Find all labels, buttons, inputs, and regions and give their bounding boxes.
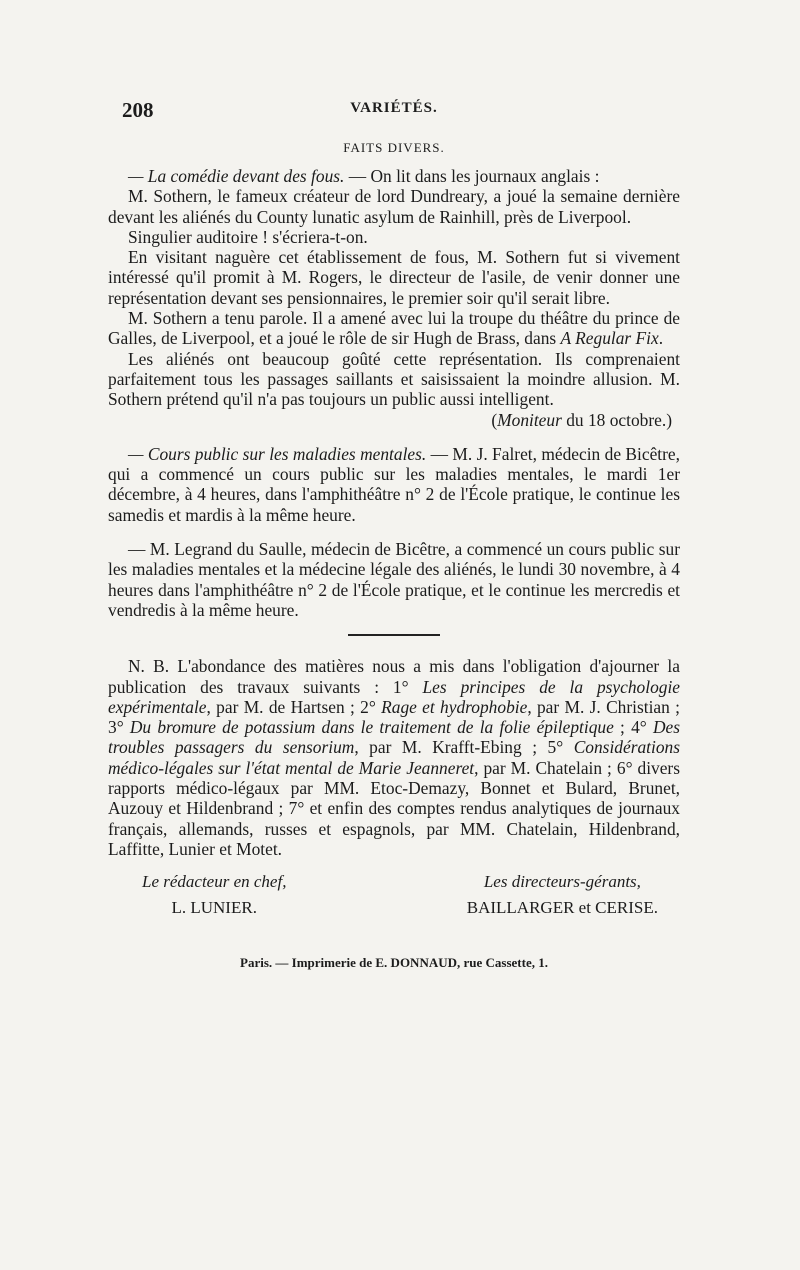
source-open: ( [491,409,498,430]
section-title: FAITS DIVERS. [343,140,445,155]
page-header [108,92,680,122]
nb-paragraph [108,656,680,859]
item1-paragraph-4 [108,308,680,349]
nb-title-3: Du bromure de potassium dans le traitement de la folie épileptique [129,717,614,738]
source-name: Moniteur [497,409,562,430]
item2-title: — Cours public sur les maladies mentales. [128,443,427,464]
page [108,92,680,971]
nb-title-4: Des troubles passagers du sensorium [108,717,680,758]
item1-paragraph-5: Les aliénés ont beaucoup goûté cette représentation. Ils comprenaient parfaitement tous les passages saillants et saisissaient la moindre allusion. M. Sothern prétend qu'il n'a pas toujours un public aussi intelligent. [108,348,680,410]
nb-text-e: , par M. Krafft-Ebing ; 5° [354,737,574,758]
directors-names: BAILLARGER et CERISE. [466,898,658,918]
nb-title-2: Rage et hydrophobie [381,696,528,717]
signature-left [142,869,286,921]
nb-text-b: , par M. de Hartsen ; 2° [206,696,382,717]
item1-p4-text: M. Sothern a tenu parole. Il a amené avec lui la troupe du théâtre du prince de Galles, de Liverpool, et a joué le rôle de sir Hugh de Brass, dans [108,308,680,349]
item1-intro [108,166,680,186]
editor-name: L. LUNIER. [171,898,257,918]
source-date: du 18 octobre.) [561,409,672,430]
item1-intro-text: — On lit dans les journaux anglais : [344,166,600,186]
signatures [108,869,680,921]
item2-text: — M. J. Falret, médecin de Bicêtre, qui a commencé un cours public sur les maladies mentales, le mardi 1er décembre, à 4 heures, dans l'amphithéâtre n° 2 de l'École pratique, le continue les samedis et mardis à la même heure. [108,443,680,525]
item2-paragraph [108,444,680,525]
play-title: A Regular Fix [560,328,659,349]
running-title: VARIÉTÉS. [350,100,438,116]
editor-role: Le rédacteur en chef, [142,872,287,892]
item1-source [108,410,680,430]
printer-footer: Paris. — Imprimerie de E. DONNAUD, rue Cassette, 1. [240,955,548,971]
item1-paragraph-2: Singulier auditoire ! s'écriera-t-on. [128,226,368,247]
signature-right [467,869,658,921]
directors-role: Les directeurs-gérants, [483,872,641,892]
nb-text-a: N. B. L'abondance des matières nous a mis dans l'obligation d'ajourner la publication des travaux suivants : 1° [108,656,680,697]
item1-paragraph-3: En visitant naguère cet établissement de fous, M. Sothern fut si vivement intéressé qu'il promit à M. Rogers, le directeur de l'asile, de venir donner une représentation devant ses pensionnaires, le premier soir qu'il serait libre. [108,247,680,308]
item1-title: — La comédie devant des fous. [128,166,345,186]
divider-rule [348,634,440,636]
page-number: 208 [122,98,154,122]
item1-paragraph-1: M. Sothern, le fameux créateur de lord Dundreary, a joué la semaine dernière devant les aliénés du County lunatic asylum de Rainhill, près de Liverpool. [108,186,680,227]
item1-p4-end: . [658,328,664,349]
nb-text-d: ; 4° [613,717,653,738]
nb-title-1: Les principes de la psychologie expérimentale [108,676,681,717]
nb-title-5: Considérations médico-légales sur l'état mental de Marie Jeanneret [108,737,680,778]
item3-paragraph: — M. Legrand du Saulle, médecin de Bicêtre, a commencé un cours public sur les maladies mentales et la médecine légale des aliénés, le lundi 30 novembre, à 4 heures dans l'amphithéâtre n° 2 de l'École pratique, et le continue les mercredis et vendredis à la même heure. [108,539,680,620]
nb-text-f: , par M. Chatelain ; 6° divers rapports médico-légaux par MM. Etoc-Demazy, Bonnet et Bulard, Brunet, Auzouy et Hildenbrand ; 7° et enfin des comptes rendus analytiques de journaux français, allemands, russes et espagnols, par MM. Chatelain, Hildenbrand, Laffitte, Lunier et Motet. [108,757,680,859]
nb-text-c: , par M. J. Christian ; 3° [108,696,680,738]
